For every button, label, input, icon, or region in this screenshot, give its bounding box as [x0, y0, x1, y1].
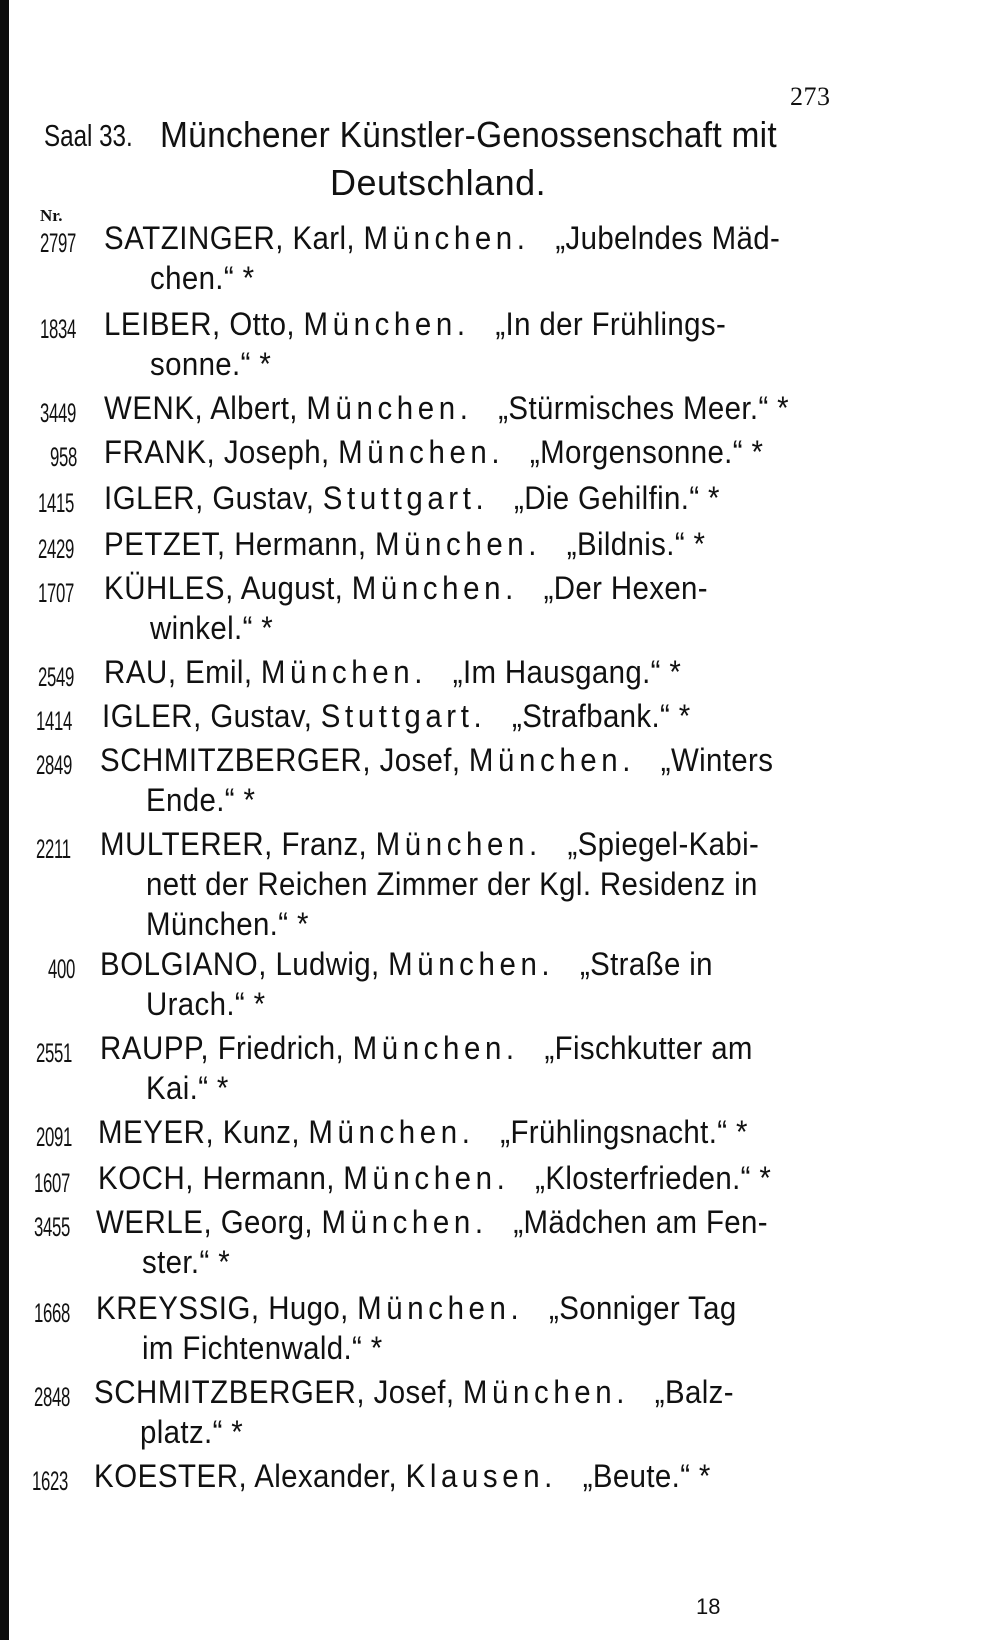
catalog-entry	[0, 220, 860, 300]
entry-main-line	[96, 1204, 768, 1241]
entry-surname: RAU,	[104, 654, 177, 690]
entry-continuation-line: Kai.“ *	[146, 1070, 229, 1106]
entry-main-line	[98, 1160, 771, 1197]
catalog-entry	[0, 390, 860, 430]
entry-surname: IGLER,	[104, 480, 204, 516]
entry-title: „Straße in	[579, 946, 713, 982]
entry-main-line	[96, 1290, 737, 1327]
entry-forename: Kunz,	[222, 1114, 300, 1150]
entry-number: 1834	[40, 314, 77, 344]
entry-continuation-line: nett der Reichen Zimmer der Kgl. Residenz in	[146, 866, 758, 902]
entry-main-line	[100, 742, 773, 779]
entry-title: „Im Hausgang.“ *	[452, 654, 682, 690]
entry-main-line	[104, 306, 726, 343]
entry-title: „Mädchen am Fen-	[513, 1204, 768, 1240]
entry-surname: WERLE,	[96, 1204, 213, 1240]
entry-title: „Morgensonne.“ *	[529, 434, 764, 470]
entry-surname: KOESTER,	[94, 1458, 248, 1494]
entry-title: „Fischkutter am	[544, 1030, 753, 1066]
entry-surname: FRANK,	[104, 434, 216, 470]
entry-main-line	[100, 946, 713, 983]
entry-surname: SCHMITZBERGER,	[94, 1374, 366, 1410]
entry-surname: MULTERER,	[100, 826, 273, 862]
catalog-entry	[0, 826, 860, 946]
entry-surname: KREYSSIG,	[96, 1290, 260, 1326]
catalog-entry	[0, 306, 860, 386]
entry-forename: Alexander,	[254, 1458, 398, 1494]
entry-forename: Otto,	[229, 306, 295, 342]
entry-city: München.	[303, 306, 470, 342]
catalog-entry	[0, 1204, 860, 1284]
hall-label: Saal 33.	[44, 118, 133, 153]
entry-forename: Hermann,	[234, 526, 367, 562]
entry-city: München.	[321, 1204, 488, 1240]
catalog-entry	[0, 434, 860, 474]
entry-title: „Klosterfrieden.“ *	[535, 1160, 772, 1196]
catalog-entry	[0, 654, 860, 694]
entry-forename: Hermann,	[202, 1160, 335, 1196]
entry-title: „Frühlingsnacht.“ *	[500, 1114, 748, 1150]
entry-forename: Franz,	[281, 826, 368, 862]
entry-number: 1668	[34, 1298, 71, 1328]
section-title-line-1: Münchener Künstler-Genossenschaft mit	[160, 114, 777, 155]
entry-city: München.	[338, 434, 505, 470]
entry-number: 1415	[38, 488, 75, 518]
entry-title: „Balz-	[654, 1374, 734, 1410]
entry-forename: Emil,	[185, 654, 253, 690]
signature-mark: 18	[696, 1594, 721, 1619]
entry-city: München.	[308, 1114, 475, 1150]
entry-surname: SATZINGER,	[104, 220, 284, 256]
entry-city: München.	[343, 1160, 510, 1196]
entry-city: München.	[462, 1374, 630, 1410]
entry-city: Stuttgart.	[320, 698, 487, 734]
entry-main-line	[104, 220, 780, 257]
entry-title: „Winters	[660, 742, 774, 778]
entry-surname: PETZET,	[104, 526, 226, 562]
catalog-entry	[0, 1030, 860, 1110]
entry-number: 2848	[34, 1382, 71, 1412]
entry-city: München.	[388, 946, 555, 982]
entry-continuation-line: ster.“ *	[142, 1244, 231, 1280]
entry-continuation-line: chen.“ *	[150, 260, 255, 296]
catalog-entry	[0, 1114, 860, 1154]
entry-number: 3449	[40, 398, 77, 428]
entry-number: 1707	[38, 578, 75, 608]
entry-continuation-line: Ende.“ *	[146, 782, 256, 818]
entry-forename: Albert,	[210, 390, 298, 426]
entry-main-line	[104, 434, 763, 471]
entry-surname: SCHMITZBERGER,	[100, 742, 372, 778]
catalog-entry	[0, 570, 860, 650]
entry-title: „Spiegel-Kabi-	[567, 826, 760, 862]
entry-main-line	[104, 654, 681, 691]
entry-surname: KOCH,	[98, 1160, 194, 1196]
entry-continuation-line: Urach.“ *	[146, 986, 266, 1022]
entry-forename: Josef,	[373, 1374, 455, 1410]
entry-city: München.	[357, 1290, 524, 1326]
entry-city: München.	[468, 742, 636, 778]
entry-city: München.	[306, 390, 473, 426]
catalog-entry	[0, 1290, 860, 1370]
entry-number: 2797	[40, 228, 77, 258]
entry-surname: IGLER,	[102, 698, 202, 734]
entry-number: 2091	[36, 1122, 73, 1152]
entry-city: Klausen.	[405, 1458, 557, 1494]
entry-surname: LEIBER,	[104, 306, 221, 342]
entry-surname: MEYER,	[98, 1114, 215, 1150]
entry-forename: Georg,	[220, 1204, 313, 1240]
entry-city: München.	[260, 654, 428, 690]
entry-number: 958	[50, 442, 78, 472]
entry-number: 400	[48, 954, 76, 984]
entry-title: „Stürmisches Meer.“ *	[498, 390, 790, 426]
entry-surname: RAUPP,	[100, 1030, 210, 1066]
catalog-entry	[0, 698, 860, 738]
entry-main-line	[104, 480, 720, 517]
entry-main-line	[100, 826, 759, 863]
entry-title: „Bildnis.“ *	[566, 526, 706, 562]
entry-forename: Joseph,	[223, 434, 330, 470]
entry-city: München.	[363, 220, 530, 256]
entry-continuation-line: im Fichtenwald.“ *	[142, 1330, 383, 1366]
entry-main-line	[94, 1458, 711, 1495]
entry-city: München.	[374, 526, 542, 562]
entry-number: 2551	[36, 1038, 73, 1068]
entry-number: 2429	[38, 534, 75, 564]
catalog-entry	[0, 1458, 860, 1498]
entry-city: München.	[375, 826, 542, 862]
catalog-entry	[0, 526, 860, 566]
catalog-entry	[0, 742, 860, 822]
catalog-entry	[0, 946, 860, 1026]
entry-number: 2211	[36, 834, 71, 864]
section-title-line-2: Deutschland.	[330, 162, 547, 203]
entry-continuation-line: München.“ *	[146, 906, 309, 942]
entry-continuation-line: winkel.“ *	[150, 610, 274, 646]
entry-title: „Strafbank.“ *	[512, 698, 691, 734]
entry-main-line	[104, 390, 789, 427]
entry-forename: August,	[240, 570, 344, 606]
entry-title: „Sonniger Tag	[549, 1290, 737, 1326]
entry-title: „Die Gehilfin.“ *	[514, 480, 720, 516]
entry-number: 2549	[38, 662, 75, 692]
entry-forename: Karl,	[292, 220, 355, 256]
entry-city: Stuttgart.	[322, 480, 489, 516]
entry-surname: BOLGIANO,	[100, 946, 267, 982]
entry-main-line	[102, 698, 691, 735]
entry-surname: WENK,	[104, 390, 204, 426]
catalog-entry	[0, 480, 860, 520]
page-number: 273	[790, 82, 831, 111]
entry-title: „Beute.“ *	[582, 1458, 711, 1494]
entry-forename: Friedrich,	[217, 1030, 345, 1066]
entry-number: 3455	[34, 1212, 71, 1242]
catalog-entry	[0, 1374, 860, 1454]
entry-main-line	[100, 1030, 753, 1067]
entry-number: 2849	[36, 750, 73, 780]
entry-title: „Jubelndes Mäd-	[555, 220, 781, 256]
entry-number: 1607	[34, 1168, 71, 1198]
entry-main-line	[104, 570, 708, 607]
entry-main-line	[104, 526, 705, 563]
entry-forename: Hugo,	[268, 1290, 349, 1326]
number-column-header: Nr.	[40, 206, 63, 225]
catalog-entry	[0, 1160, 860, 1200]
entry-surname: KÜHLES,	[104, 570, 234, 606]
entry-city: München.	[351, 570, 518, 606]
entry-main-line	[98, 1114, 748, 1151]
entry-forename: Josef,	[379, 742, 461, 778]
entry-number: 1414	[36, 706, 73, 736]
entry-forename: Gustav,	[210, 698, 313, 734]
entry-continuation-line: platz.“ *	[140, 1414, 244, 1450]
entry-continuation-line: sonne.“ *	[150, 346, 272, 382]
entry-forename: Ludwig,	[275, 946, 380, 982]
entry-title: „Der Hexen-	[543, 570, 708, 606]
entry-number: 1623	[32, 1466, 69, 1496]
entry-city: München.	[352, 1030, 519, 1066]
entry-forename: Gustav,	[212, 480, 315, 516]
entry-title: „In der Frühlings-	[495, 306, 727, 342]
entry-main-line	[94, 1374, 734, 1411]
